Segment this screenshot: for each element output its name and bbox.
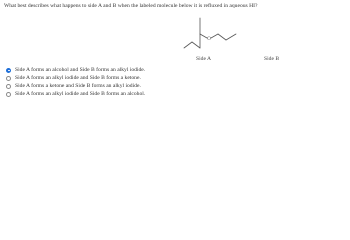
option-3[interactable] <box>6 82 306 90</box>
bond-a2 <box>192 42 200 48</box>
bond-b2 <box>226 34 236 40</box>
option-1-label: Side A forms an alcohol and Side B forms an alkyl iodide. <box>15 66 146 73</box>
option-4-label: Side A forms an alkyl iodide and Side B forms an alcohol. <box>15 90 146 97</box>
option-1[interactable] <box>6 66 306 74</box>
bond-o1 <box>200 34 207 38</box>
option-2[interactable] <box>6 74 306 82</box>
side-b-label: Side B <box>264 56 280 62</box>
radio-button-4[interactable] <box>6 92 11 97</box>
radio-button-2[interactable] <box>6 76 11 81</box>
molecule-structure <box>170 12 250 50</box>
bond-o2 <box>211 34 218 38</box>
bond-a1 <box>184 42 192 48</box>
bond-b1 <box>218 34 226 40</box>
option-4[interactable] <box>6 90 306 98</box>
radio-button-1[interactable] <box>6 68 11 73</box>
side-a-label: Side A <box>196 56 212 62</box>
radio-button-3[interactable] <box>6 84 11 89</box>
option-2-label: Side A forms an alkyl iodide and Side B forms a ketone. <box>15 74 141 81</box>
oxygen-atom-label: O <box>207 37 211 42</box>
option-3-label: Side A forms a ketone and Side B forms an alkyl iodide. <box>15 82 141 89</box>
answer-options <box>6 66 306 98</box>
question-text: What best describes what happens to side A and B when the labeled molecule below it is refluxed in aqueous HI? <box>4 3 258 9</box>
